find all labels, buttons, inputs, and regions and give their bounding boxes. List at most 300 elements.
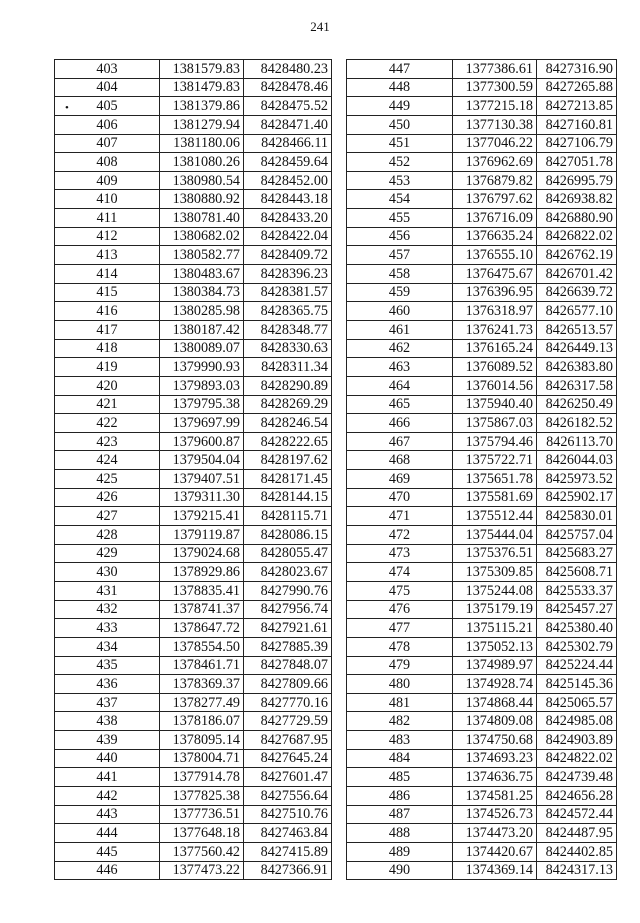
- x-coordinate-cell: 1375581.69: [453, 488, 537, 507]
- y-coordinate-cell: 8427265.88: [537, 78, 617, 97]
- point-number-cell: 455: [347, 209, 453, 228]
- y-coordinate-cell: 8425224.44: [537, 656, 617, 675]
- y-coordinate-cell: 8428443.18: [244, 190, 332, 209]
- y-coordinate-cell: 8428478.46: [244, 78, 332, 97]
- y-coordinate-cell: 8424985.08: [537, 712, 617, 731]
- table-row: [55, 115, 332, 134]
- table-row: [55, 395, 332, 414]
- table-row: [55, 78, 332, 97]
- y-coordinate-cell: 8428222.65: [244, 432, 332, 451]
- point-number-cell: 479: [347, 656, 453, 675]
- x-coordinate-cell: 1374420.67: [453, 842, 537, 861]
- table-row: [55, 768, 332, 787]
- point-number-cell: 437: [55, 693, 160, 712]
- y-coordinate-cell: 8425457.27: [537, 600, 617, 619]
- table-row: [55, 544, 332, 563]
- x-coordinate-cell: 1378004.71: [160, 749, 244, 768]
- page-number: 241: [310, 19, 330, 34]
- x-coordinate-cell: 1375794.46: [453, 432, 537, 451]
- y-coordinate-cell: 8427366.91: [244, 861, 332, 880]
- point-number-cell: 454: [347, 190, 453, 209]
- y-coordinate-cell: 8428246.54: [244, 414, 332, 433]
- y-coordinate-cell: 8426317.58: [537, 376, 617, 395]
- table-row: [347, 675, 617, 694]
- table-row: [347, 470, 617, 489]
- point-number-cell: 428: [55, 526, 160, 545]
- x-coordinate-cell: 1375052.13: [453, 637, 537, 656]
- y-coordinate-cell: 8424572.44: [537, 805, 617, 824]
- y-coordinate-cell: 8426577.10: [537, 302, 617, 321]
- y-coordinate-cell: 8426044.03: [537, 451, 617, 470]
- point-number-cell: 462: [347, 339, 453, 358]
- x-coordinate-cell: 1376089.52: [453, 358, 537, 377]
- point-number-cell: 478: [347, 637, 453, 656]
- y-coordinate-cell: 8426449.13: [537, 339, 617, 358]
- point-number-cell: 469: [347, 470, 453, 489]
- x-coordinate-cell: 1374526.73: [453, 805, 537, 824]
- x-coordinate-cell: 1380483.67: [160, 265, 244, 284]
- y-coordinate-cell: 8426701.42: [537, 265, 617, 284]
- x-coordinate-cell: 1374369.14: [453, 861, 537, 880]
- point-number-cell: 439: [55, 731, 160, 750]
- x-coordinate-cell: 1376165.24: [453, 339, 537, 358]
- x-coordinate-cell: 1378095.14: [160, 731, 244, 750]
- y-coordinate-cell: 8428466.11: [244, 134, 332, 153]
- table-row: [347, 153, 617, 172]
- y-coordinate-cell: 8426880.90: [537, 209, 617, 228]
- table-row: [55, 563, 332, 582]
- point-number-cell: 487: [347, 805, 453, 824]
- y-coordinate-cell: 8428311.34: [244, 358, 332, 377]
- y-coordinate-cell: 8425380.40: [537, 619, 617, 638]
- y-coordinate-cell: 8426250.49: [537, 395, 617, 414]
- y-coordinate-cell: 8424903.89: [537, 731, 617, 750]
- point-number-cell: 406: [55, 115, 160, 134]
- point-number-cell: 409: [55, 171, 160, 190]
- point-number-cell: 474: [347, 563, 453, 582]
- x-coordinate-cell: 1381479.83: [160, 78, 244, 97]
- y-coordinate-cell: 8424739.48: [537, 768, 617, 787]
- x-coordinate-cell: 1378461.71: [160, 656, 244, 675]
- point-number-cell: 434: [55, 637, 160, 656]
- x-coordinate-cell: 1379893.03: [160, 376, 244, 395]
- y-coordinate-cell: 8428459.64: [244, 153, 332, 172]
- coordinates-table-left: [54, 59, 332, 880]
- point-number-cell: 471: [347, 507, 453, 526]
- x-coordinate-cell: 1377215.18: [453, 97, 537, 116]
- table-row: [347, 190, 617, 209]
- table-row: [55, 153, 332, 172]
- y-coordinate-cell: 8427809.66: [244, 675, 332, 694]
- table-row: [55, 805, 332, 824]
- point-number-cell: 484: [347, 749, 453, 768]
- y-coordinate-cell: 8424822.02: [537, 749, 617, 768]
- x-coordinate-cell: 1374636.75: [453, 768, 537, 787]
- table-row: [347, 227, 617, 246]
- y-coordinate-cell: 8427316.90: [537, 60, 617, 79]
- y-coordinate-cell: 8427687.95: [244, 731, 332, 750]
- y-coordinate-cell: 8428475.52: [244, 97, 332, 116]
- point-number-cell: 482: [347, 712, 453, 731]
- x-coordinate-cell: 1379795.38: [160, 395, 244, 414]
- point-number-cell: 422: [55, 414, 160, 433]
- x-coordinate-cell: 1380285.98: [160, 302, 244, 321]
- y-coordinate-cell: 8427556.64: [244, 786, 332, 805]
- point-number-cell: 442: [55, 786, 160, 805]
- table-row: [55, 432, 332, 451]
- x-coordinate-cell: 1379119.87: [160, 526, 244, 545]
- table-row: [55, 470, 332, 489]
- x-coordinate-cell: 1377386.61: [453, 60, 537, 79]
- point-number-cell: 460: [347, 302, 453, 321]
- x-coordinate-cell: 1379697.99: [160, 414, 244, 433]
- x-coordinate-cell: 1381579.83: [160, 60, 244, 79]
- x-coordinate-cell: 1376318.97: [453, 302, 537, 321]
- y-coordinate-cell: 8426639.72: [537, 283, 617, 302]
- x-coordinate-cell: 1378647.72: [160, 619, 244, 638]
- y-coordinate-cell: 8427848.07: [244, 656, 332, 675]
- x-coordinate-cell: 1378554.50: [160, 637, 244, 656]
- point-number-cell: 475: [347, 581, 453, 600]
- point-number-cell: 411: [55, 209, 160, 228]
- x-coordinate-cell: 1374473.20: [453, 824, 537, 843]
- table-row: [347, 171, 617, 190]
- x-coordinate-cell: 1378929.86: [160, 563, 244, 582]
- point-number-cell: 448: [347, 78, 453, 97]
- table-row: [347, 78, 617, 97]
- table-row: [347, 320, 617, 339]
- x-coordinate-cell: 1377914.78: [160, 768, 244, 787]
- y-coordinate-cell: 8427956.74: [244, 600, 332, 619]
- x-coordinate-cell: 1376797.62: [453, 190, 537, 209]
- table-row: [55, 376, 332, 395]
- x-coordinate-cell: 1381180.06: [160, 134, 244, 153]
- point-number-cell: 459: [347, 283, 453, 302]
- point-number-cell: 407: [55, 134, 160, 153]
- y-coordinate-cell: 8427921.61: [244, 619, 332, 638]
- point-number-cell: 483: [347, 731, 453, 750]
- table-row: [347, 544, 617, 563]
- point-number-cell: 427: [55, 507, 160, 526]
- point-number-cell: 447: [347, 60, 453, 79]
- x-coordinate-cell: 1375309.85: [453, 563, 537, 582]
- x-coordinate-cell: 1374868.44: [453, 693, 537, 712]
- point-number-cell: 424: [55, 451, 160, 470]
- x-coordinate-cell: 1375179.19: [453, 600, 537, 619]
- y-coordinate-cell: 8428365.75: [244, 302, 332, 321]
- table-row: [347, 861, 617, 880]
- table-row: [347, 60, 617, 79]
- table-row: [347, 339, 617, 358]
- y-coordinate-cell: 8428422.04: [244, 227, 332, 246]
- y-coordinate-cell: 8426995.79: [537, 171, 617, 190]
- x-coordinate-cell: 1374581.25: [453, 786, 537, 805]
- table-row: [347, 246, 617, 265]
- point-number-cell: 435: [55, 656, 160, 675]
- x-coordinate-cell: 1379024.68: [160, 544, 244, 563]
- x-coordinate-cell: 1375444.04: [453, 526, 537, 545]
- y-coordinate-cell: 8425683.27: [537, 544, 617, 563]
- x-coordinate-cell: 1375940.40: [453, 395, 537, 414]
- x-coordinate-cell: 1376716.09: [453, 209, 537, 228]
- point-number-cell: 443: [55, 805, 160, 824]
- point-number-cell: 464: [347, 376, 453, 395]
- table-row: [347, 712, 617, 731]
- table-row: [347, 488, 617, 507]
- point-number-cell: 430: [55, 563, 160, 582]
- table-row: [347, 693, 617, 712]
- table-row: [55, 675, 332, 694]
- y-coordinate-cell: 8428396.23: [244, 265, 332, 284]
- point-number-cell: 414: [55, 265, 160, 284]
- table-row: [55, 488, 332, 507]
- point-number-cell: 421: [55, 395, 160, 414]
- point-number-cell: 444: [55, 824, 160, 843]
- coordinates-table-right: [346, 59, 617, 880]
- table-row: [347, 283, 617, 302]
- point-number-cell: 410: [55, 190, 160, 209]
- point-number-cell: 440: [55, 749, 160, 768]
- y-coordinate-cell: 8428330.63: [244, 339, 332, 358]
- table-row: [55, 861, 332, 880]
- x-coordinate-cell: 1380089.07: [160, 339, 244, 358]
- x-coordinate-cell: 1378277.49: [160, 693, 244, 712]
- table-row: [347, 507, 617, 526]
- table-row: [55, 246, 332, 265]
- y-coordinate-cell: 8425302.79: [537, 637, 617, 656]
- x-coordinate-cell: 1377300.59: [453, 78, 537, 97]
- point-number-cell: 446: [55, 861, 160, 880]
- table-row: [55, 265, 332, 284]
- x-coordinate-cell: 1374750.68: [453, 731, 537, 750]
- table-row: [347, 824, 617, 843]
- x-coordinate-cell: 1377046.22: [453, 134, 537, 153]
- y-coordinate-cell: 8427510.76: [244, 805, 332, 824]
- table-row: [55, 526, 332, 545]
- y-coordinate-cell: 8428115.71: [244, 507, 332, 526]
- x-coordinate-cell: 1374928.74: [453, 675, 537, 694]
- table-row: [347, 395, 617, 414]
- x-coordinate-cell: 1376241.73: [453, 320, 537, 339]
- x-coordinate-cell: 1381379.86: [160, 97, 244, 116]
- table-row: [55, 581, 332, 600]
- point-number-cell: 463: [347, 358, 453, 377]
- point-number-cell: 438: [55, 712, 160, 731]
- point-number-cell: 457: [347, 246, 453, 265]
- x-coordinate-cell: 1380880.92: [160, 190, 244, 209]
- y-coordinate-cell: 8425608.71: [537, 563, 617, 582]
- point-number-cell: 485: [347, 768, 453, 787]
- table-row: [347, 731, 617, 750]
- x-coordinate-cell: 1380384.73: [160, 283, 244, 302]
- point-number-cell: 432: [55, 600, 160, 619]
- point-number-cell: 486: [347, 786, 453, 805]
- table-row: [347, 526, 617, 545]
- table-row: [55, 619, 332, 638]
- table-row: [347, 134, 617, 153]
- x-coordinate-cell: 1378741.37: [160, 600, 244, 619]
- table-row: [347, 376, 617, 395]
- y-coordinate-cell: 8426513.57: [537, 320, 617, 339]
- point-number-cell: 433: [55, 619, 160, 638]
- y-coordinate-cell: 8424656.28: [537, 786, 617, 805]
- x-coordinate-cell: 1376475.67: [453, 265, 537, 284]
- y-coordinate-cell: 8425065.57: [537, 693, 617, 712]
- x-coordinate-cell: 1379407.51: [160, 470, 244, 489]
- point-number-cell: 436: [55, 675, 160, 694]
- point-number-cell: 477: [347, 619, 453, 638]
- y-coordinate-cell: 8427106.79: [537, 134, 617, 153]
- point-number-cell: 481: [347, 693, 453, 712]
- y-coordinate-cell: 8428171.45: [244, 470, 332, 489]
- table-row: [347, 432, 617, 451]
- x-coordinate-cell: 1379215.41: [160, 507, 244, 526]
- y-coordinate-cell: 8427990.76: [244, 581, 332, 600]
- x-coordinate-cell: 1377560.42: [160, 842, 244, 861]
- x-coordinate-cell: 1377130.38: [453, 115, 537, 134]
- table-row: [55, 171, 332, 190]
- point-number-cell: 429: [55, 544, 160, 563]
- x-coordinate-cell: 1380781.40: [160, 209, 244, 228]
- table-row: [55, 600, 332, 619]
- y-coordinate-cell: 8428409.72: [244, 246, 332, 265]
- y-coordinate-cell: 8425145.36: [537, 675, 617, 694]
- table-row: [347, 768, 617, 787]
- table-row: [347, 786, 617, 805]
- y-coordinate-cell: 8426938.82: [537, 190, 617, 209]
- point-number-cell: 408: [55, 153, 160, 172]
- y-coordinate-cell: 8425757.04: [537, 526, 617, 545]
- table-row: [55, 749, 332, 768]
- y-coordinate-cell: 8427213.85: [537, 97, 617, 116]
- point-number-cell: 412: [55, 227, 160, 246]
- point-number-cell: 476: [347, 600, 453, 619]
- y-coordinate-cell: 8427770.16: [244, 693, 332, 712]
- x-coordinate-cell: 1377736.51: [160, 805, 244, 824]
- table-row: [347, 619, 617, 638]
- table-row: [347, 302, 617, 321]
- table-row: [347, 414, 617, 433]
- x-coordinate-cell: 1376879.82: [453, 171, 537, 190]
- x-coordinate-cell: 1377648.18: [160, 824, 244, 843]
- y-coordinate-cell: 8428290.89: [244, 376, 332, 395]
- point-number-cell: 465: [347, 395, 453, 414]
- y-coordinate-cell: 8425902.17: [537, 488, 617, 507]
- point-number-cell: 451: [347, 134, 453, 153]
- y-coordinate-cell: 8428269.29: [244, 395, 332, 414]
- table-row: [55, 712, 332, 731]
- x-coordinate-cell: 1379311.30: [160, 488, 244, 507]
- x-coordinate-cell: 1375722.71: [453, 451, 537, 470]
- x-coordinate-cell: 1375244.08: [453, 581, 537, 600]
- point-number-cell: 468: [347, 451, 453, 470]
- y-coordinate-cell: 8427645.24: [244, 749, 332, 768]
- point-number-cell: 450: [347, 115, 453, 134]
- x-coordinate-cell: 1379504.04: [160, 451, 244, 470]
- table-row: [55, 786, 332, 805]
- point-number-cell: 466: [347, 414, 453, 433]
- y-coordinate-cell: 8428197.62: [244, 451, 332, 470]
- table-row: [347, 451, 617, 470]
- point-number-cell: 490: [347, 861, 453, 880]
- table-row: [347, 749, 617, 768]
- point-number-cell: 445: [55, 842, 160, 861]
- point-number-cell: 431: [55, 581, 160, 600]
- y-coordinate-cell: 8426383.80: [537, 358, 617, 377]
- y-coordinate-cell: 8424317.13: [537, 861, 617, 880]
- table-row: [55, 693, 332, 712]
- y-coordinate-cell: 8427601.47: [244, 768, 332, 787]
- table-row: [55, 637, 332, 656]
- point-number-cell: 418: [55, 339, 160, 358]
- table-row: [347, 842, 617, 861]
- y-coordinate-cell: 8426822.02: [537, 227, 617, 246]
- table-row: [55, 134, 332, 153]
- point-number-cell: 473: [347, 544, 453, 563]
- y-coordinate-cell: 8428055.47: [244, 544, 332, 563]
- y-coordinate-cell: 8428023.67: [244, 563, 332, 582]
- x-coordinate-cell: 1380980.54: [160, 171, 244, 190]
- point-number-cell: 453: [347, 171, 453, 190]
- point-number-cell: 405: [55, 97, 160, 116]
- table-row: [55, 824, 332, 843]
- table-row: [55, 507, 332, 526]
- table-row: [55, 451, 332, 470]
- table-row: [55, 358, 332, 377]
- table-row: [55, 60, 332, 79]
- x-coordinate-cell: 1380682.02: [160, 227, 244, 246]
- y-coordinate-cell: 8427885.39: [244, 637, 332, 656]
- table-row: [347, 115, 617, 134]
- y-coordinate-cell: 8427729.59: [244, 712, 332, 731]
- y-coordinate-cell: 8425533.37: [537, 581, 617, 600]
- table-row: [55, 414, 332, 433]
- table-row: [347, 805, 617, 824]
- point-number-cell: 467: [347, 432, 453, 451]
- point-number-cell: 472: [347, 526, 453, 545]
- table-row: [55, 842, 332, 861]
- table-row: [55, 97, 332, 116]
- y-coordinate-cell: 8427160.81: [537, 115, 617, 134]
- x-coordinate-cell: 1376014.56: [453, 376, 537, 395]
- x-coordinate-cell: 1375651.78: [453, 470, 537, 489]
- table-row: [55, 190, 332, 209]
- x-coordinate-cell: 1380582.77: [160, 246, 244, 265]
- point-number-cell: 441: [55, 768, 160, 787]
- x-coordinate-cell: 1379600.87: [160, 432, 244, 451]
- point-number-cell: 417: [55, 320, 160, 339]
- y-coordinate-cell: 8426182.52: [537, 414, 617, 433]
- table-row: [347, 656, 617, 675]
- point-number-cell: 404: [55, 78, 160, 97]
- table-row: [347, 563, 617, 582]
- x-coordinate-cell: 1374809.08: [453, 712, 537, 731]
- x-coordinate-cell: 1376635.24: [453, 227, 537, 246]
- y-coordinate-cell: 8427463.84: [244, 824, 332, 843]
- y-coordinate-cell: 8425973.52: [537, 470, 617, 489]
- table-row: [55, 320, 332, 339]
- y-coordinate-cell: 8428433.20: [244, 209, 332, 228]
- table-row: [347, 358, 617, 377]
- table-row: [55, 227, 332, 246]
- stray-dot-mark: •: [65, 102, 69, 114]
- table-row: [55, 302, 332, 321]
- y-coordinate-cell: 8428471.40: [244, 115, 332, 134]
- y-coordinate-cell: 8428480.23: [244, 60, 332, 79]
- y-coordinate-cell: 8427051.78: [537, 153, 617, 172]
- y-coordinate-cell: 8427415.89: [244, 842, 332, 861]
- y-coordinate-cell: 8428144.15: [244, 488, 332, 507]
